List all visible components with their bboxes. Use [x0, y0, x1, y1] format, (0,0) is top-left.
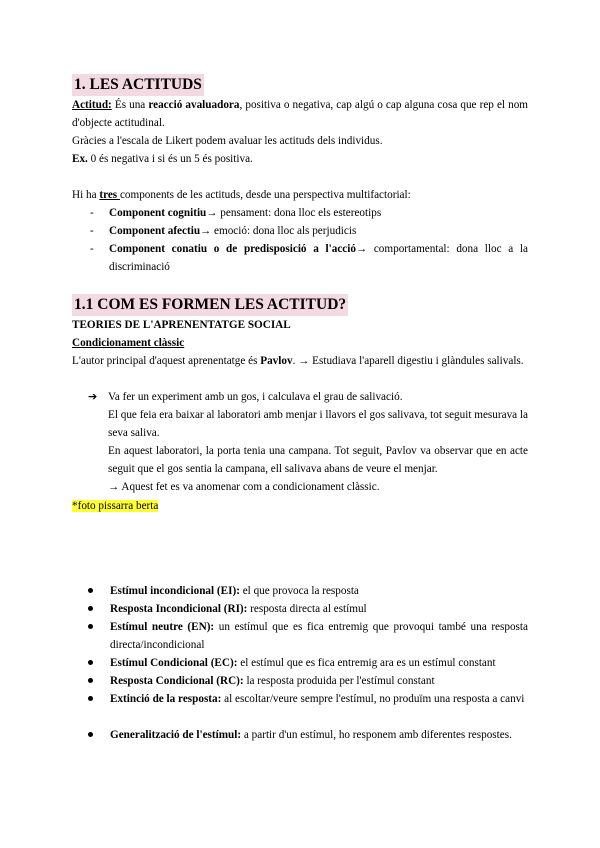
dash-marker: -: [90, 243, 94, 255]
bullet-icon: [88, 660, 93, 665]
term-definition: a partir d'un estímul, ho responem amb diferentes respostes.: [241, 729, 512, 741]
bullet-icon: [88, 606, 93, 611]
component-description: → emoció: dona lloc als perjudicis: [200, 225, 357, 237]
list-item: [88, 582, 528, 600]
definition-text-2: , positiva o negativa, cap algú o cap alguna cosa que rep el nom d'objecte actitudinal.: [72, 99, 529, 129]
experiment-line: Va fer un experiment amb un gos, i calculava el grau de salivació.: [108, 391, 403, 403]
definition-label: Actitud:: [72, 99, 112, 111]
component-item: [90, 222, 528, 240]
component-name: Component conatiu o de predisposició a l'acció: [109, 243, 356, 255]
components-intro-underlined: tres: [99, 189, 120, 201]
pavlov-intro-text-1: L'autor principal d'aquest aprenentatge és: [72, 355, 261, 367]
classical-conditioning-heading: Condicionament clàssic: [72, 337, 185, 349]
bullet-icon: [88, 678, 93, 683]
definition-bold: reacció avaluadora: [148, 99, 240, 111]
photo-note-text: *foto pissarra berta: [72, 500, 159, 512]
experiment-line: El que feia era baixar al laboratori amb menjar i llavors el gos salivava, tot seguit mesurava la seva saliva.: [108, 409, 528, 439]
term-definition: al escoltar/veure sempre l'estímul, no produïm una resposta a canvi: [221, 693, 525, 705]
term-name: Generalització de l'estímul:: [110, 729, 242, 741]
example-paragraph: [72, 150, 528, 168]
component-description: → comportamental: dona lloc a la discriminació: [109, 243, 528, 273]
list-item: [88, 726, 528, 744]
list-item: [88, 618, 528, 654]
components-intro-text-1: Hi ha: [72, 189, 100, 201]
dash-marker: -: [90, 207, 94, 219]
term-definition: la resposta produida per l'estímul constant: [243, 675, 435, 687]
photo-note: [72, 497, 158, 515]
component-name: Component afectiu: [109, 225, 201, 237]
experiment-line: → Aquest fet es va anomenar com a condicionament clàssic.: [108, 481, 380, 493]
component-item: [90, 204, 528, 222]
term-definition: un estímul que es fica entremig que provoqui també una resposta directa/incondicional: [110, 621, 528, 651]
term-definition: el que provoca la resposta: [239, 585, 359, 597]
term-name: Estímul incondicional (EI):: [110, 585, 240, 597]
term-name: Estímul neutre (EN):: [110, 621, 215, 633]
pavlov-intro: [72, 352, 528, 370]
pavlov-name: Pavlov: [260, 355, 293, 367]
likert-paragraph: Gràcies a l'escala de Likert podem avaluar les actituds dels individus.: [72, 135, 383, 147]
section-2-heading: 1.1 COM ES FORMEN LES ACTITUD?: [72, 294, 348, 316]
bullet-icon: [88, 624, 93, 629]
component-description: → pensament: dona lloc els estereotips: [206, 207, 382, 219]
term-name: Extinció de la resposta:: [110, 693, 222, 705]
term-name: Resposta Condicional (RC):: [110, 675, 244, 687]
example-label: Ex.: [72, 153, 88, 165]
arrow-bullet-icon: ➔: [88, 390, 98, 403]
list-item: [88, 600, 528, 618]
components-intro: [72, 186, 528, 204]
term-name: Estímul Condicional (EC):: [110, 657, 238, 669]
experiment-line: En aquest laboratori, la porta tenia una campana. Tot seguit, Pavlov va observar que en acte seguit que el gos sentia la campana, ell salivava abans de veure el menjar.: [108, 445, 528, 475]
component-item: [90, 240, 528, 276]
bullet-icon: [88, 696, 93, 701]
theories-subtitle: TEORIES DE L'APRENENTATGE SOCIAL: [72, 319, 291, 331]
section-1-heading: 1. LES ACTITUDS: [72, 74, 204, 96]
experiment-description: [88, 388, 528, 496]
definition-text-1: És una: [111, 99, 149, 111]
list-item: [88, 690, 528, 708]
term-name: Resposta Incondicional (RI):: [110, 603, 248, 615]
dash-marker: -: [90, 225, 94, 237]
bullet-icon: [88, 732, 93, 737]
component-name: Component cognitiu: [109, 207, 207, 219]
list-item: [88, 672, 528, 690]
bullet-icon: [88, 588, 93, 593]
term-definition: el estímul que es fica entremig ara es un estímul constant: [237, 657, 496, 669]
term-definition: resposta directa al estímul: [247, 603, 367, 615]
attitude-definition: [72, 96, 528, 132]
example-text: 0 és negativa i si és un 5 és positiva.: [87, 153, 253, 165]
list-item: [88, 654, 528, 672]
components-intro-text-2: components de les actituds, desde una perspectiva multifactorial:: [119, 189, 411, 201]
pavlov-intro-text-2: . → Estudiava l'aparell digestiu i glàndules salivals.: [292, 355, 524, 367]
